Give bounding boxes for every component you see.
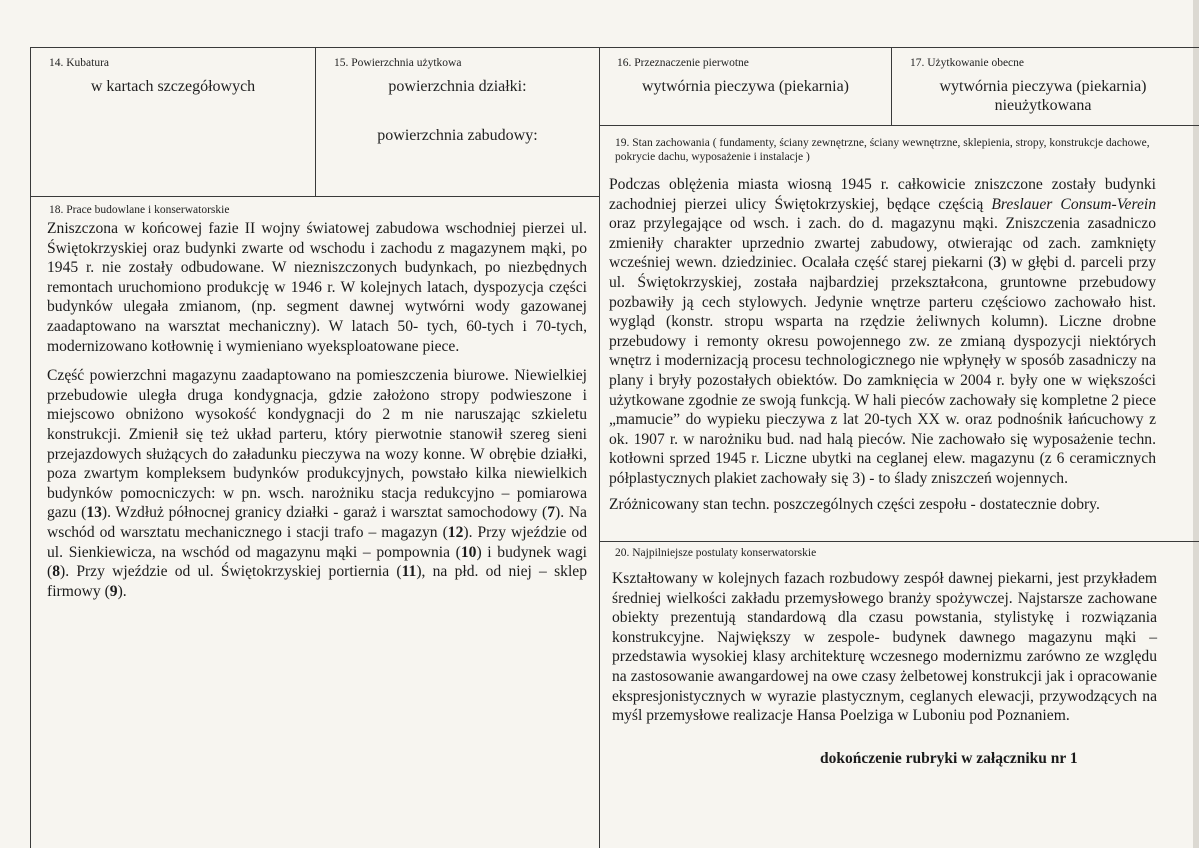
building-number-9: 9 (109, 582, 118, 600)
works-paragraph-1: Zniszczona w końcowej fazie II wojny światowej zabudowa wschodniej pierzei ul. Świętokrzyskiej oraz budynki zwarte od wschodu i zachodu z magazynem mąki, po 1945 r. nie zostały odbudowane. W niezniszczonych budynkach, po niezbędnych remontach uruchomiono produkcję w 1946 r. W kolejnych latach, dyspozycja części budynków ulegała zmianom, (np. segment dawnej wytwórni wody gazowanej zaadaptowano na warsztat mechaniczny). W latach 50- tych, 60-tych i 70-tych, modernizowano kotłownię i wymieniano wyeksploatowane piece. (47, 220, 587, 355)
building-number-3: 3 (993, 254, 1002, 272)
works-text-f: ). Przy wjeździe od ul. Świętokrzyskiej portiernia ( (60, 563, 402, 581)
box20-caption: 20. Najpilniejsze postulaty konserwatorskie (615, 547, 817, 559)
works-text-d: ). Przy wjeździe od ul. Sienkiewicza, na wschód od magazynu mąki – pompownia ( (47, 523, 588, 561)
left-border (30, 47, 31, 848)
building-area-label: powierzchnia zabudowy: (377, 127, 538, 144)
original-purpose-value: wytwórnia pieczywa (piekarnia) (641, 78, 849, 95)
divider-center (599, 47, 600, 848)
line-under-14-15 (30, 196, 600, 197)
current-use-line2: nieużytkowana (994, 97, 1092, 114)
box16-caption: 16. Przeznaczenie pierwotne (617, 57, 749, 69)
building-number-11: 11 (401, 563, 417, 581)
works-text-a: Część powierzchni magazynu zaadaptowano na pomieszczenia biurowe. Niewielkiej przebudowie uległa druga kondygnacja, gdzie założono stropy podwieszone i miejscowo obniżono wysokość kondygnacji do 2 m nie naruszając szkieletu konstrukcji. Zmienił się też układ parteru, który pierwotnie stanowił szereg sieni przejazdowych służących do załadunku pieczywa na wozy konne. W obrębie działki, poza zwartym kompleksem budynków produkcyjnych, powstało kilka niewielkich budynków pomocniczych: w pn. wsch. narożniku stacja redukcyjno – pomiarowa gazu ( (47, 367, 587, 522)
works-paragraph-2 (47, 366, 587, 601)
box17-caption: 17. Użytkowanie obecne (910, 57, 1025, 69)
page-edge (1193, 0, 1199, 848)
building-number-8: 8 (52, 563, 60, 581)
works-text-b: ). Wzdłuż północnej granicy działki - garaż i warsztat samochodowy ( (101, 504, 548, 522)
state-of-preservation-text (609, 175, 1156, 520)
breslauer-consum-verein: Breslauer Consum-Verein (991, 195, 1156, 213)
construction-works-text (47, 219, 587, 607)
plot-area-label: powierzchnia działki: (388, 78, 527, 95)
box19-caption: 19. Stan zachowania ( fundamenty, ściany zewnętrzne, ściany wewnętrzne, sklepienia, stropy, konstrukcje dachowe, pokrycie dachu, wyposażenie i instalacje ) (615, 137, 1150, 163)
current-use-line1: wytwórnia pieczywa (piekarnia) (939, 78, 1147, 95)
state-paragraph-2: Zróżnicowany stan techn. poszczególnych części zespołu - dostatecznie dobry. (609, 495, 1100, 513)
works-text-e: ) i budynek wagi ( (47, 543, 587, 581)
conservation-postulates-text (612, 569, 1157, 732)
box14-caption: 14. Kubatura (49, 57, 110, 69)
continuation-note: dokończenie rubryki w załączniku nr 1 (820, 750, 1078, 767)
line-under-16-17 (599, 125, 1199, 126)
state-text-3: ) w głębi d. parceli przy ul. Świętokrzyskiej, została najbardziej przekształcona, gruntowne przebudowy pozbawiły ją cech stylowych. Jedynie wnętrze parteru częściowo zachowało hist. wygląd (konstr. stropu wsparta na rzędzie żeliwnych kolumn). Liczne drobne przebudowy i remonty okresu powojennego zw. ze zmianą dyspozycji niektórych wnętrz i modernizacją procesu technologicznego nie wpłynęły w sposób zasadniczy na plany i bryły pozostałych obiektów. Do zamknięcia w 2004 r. były one w większości użytkowane zgodnie ze swoją funkcją. W hali pieców zachowały się kompletne 2 piece „mamucie” do wypieku pieczywa z lat 20-tych XX w. oraz podnośnik łańcuchowy z ok. 1907 r. w narożniku bud. nad halą pieców. Nie zachowało się wyposażenie techn. kotłowni sprzed 1945 r. Liczne ubytki na ceglanej elew. magazynu (z 6 ceramicznych półplastycznych plakiet zachowały się 3) - to ślady zniszczeń wojennych. (609, 254, 1156, 487)
box18-caption: 18. Prace budowlane i konserwatorskie (49, 204, 230, 216)
state-text-2: oraz przylegające od wsch. i zach. do d. magazynu mąki. Zniszczenia zasadniczo zmieniły charakter uprzednio zwartej zabudowy, otwierając od zach. zamknięty wcześniej wewn. dziedziniec. Ocalała część starej piekarni ( (609, 215, 1156, 272)
building-number-13: 13 (86, 504, 102, 522)
line-above-20 (599, 541, 1199, 542)
divider-14-15 (315, 47, 316, 197)
building-number-12: 12 (447, 523, 464, 541)
state-paragraph-1 (609, 175, 1156, 489)
top-border (30, 47, 1199, 48)
building-number-10: 10 (460, 543, 477, 561)
works-text-c: ). Na wschód od warsztatu mechanicznego i stacji trafo – magazyn ( (47, 504, 587, 541)
postulates-paragraph: Kształtowany w kolejnych fazach rozbudowy zespół dawnej piekarni, jest przykładem średniej wielkości zakładu przemysłowego branży spożywczej. Najstarsze zachowane obiekty prezentują standardową dla czasu powstania, stylistykę i rozwiązania konstrukcyjne. Największy w zespole- budynek dawnego magazynu mąki – przedstawia wysokiej klasy architekturę wczesnego modernizmu zarówno ze względu na zastosowanie awangardowej na owe czasy żelbetowej konstrukcji jak i opracowanie ekspresjonistycznych w wyrazie plastycznym, ceglanych elewacji, przywodzących na myśl przemysłowe realizacje Hansa Poelziga w Luboniu pod Poznaniem. (612, 570, 1157, 725)
box15-caption: 15. Powierzchnia użytkowa (334, 57, 462, 69)
works-text-g: ), na płd. od niej – sklep firmowy ( (47, 563, 587, 600)
works-text-h: ). (117, 582, 127, 600)
building-number-7: 7 (547, 504, 556, 522)
cubature-value: w kartach szczegółowych (90, 78, 256, 95)
state-text-1: Podczas oblężenia miasta wiosną 1945 r. całkowicie zniszczone zostały budynki zachodniej pierzei ulicy Świętokrzyskiej, będące częścią (609, 176, 1156, 213)
